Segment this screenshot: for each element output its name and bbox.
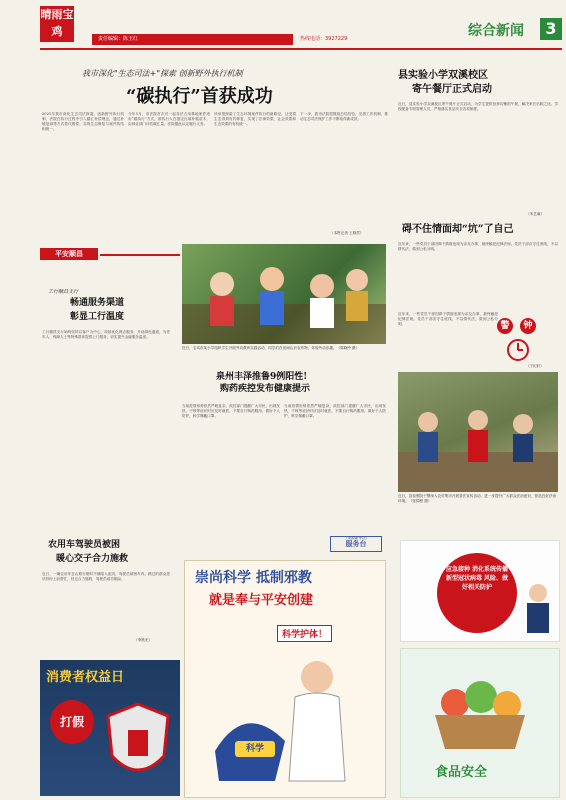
pit-title: 碍不住情面却“坑”了自己 bbox=[402, 224, 514, 235]
hotline: 热线电话：3927229 bbox=[300, 36, 348, 42]
shield-icon bbox=[102, 700, 174, 790]
pingan-title-1: 畅通服务渠道 bbox=[70, 298, 125, 308]
market-photo bbox=[398, 372, 558, 492]
scientist-figure-icon bbox=[205, 641, 365, 791]
market-photo-caption: 近日，县检察院干警深入农村集市开展普法宣传活动，进一步提升广大群众法治意识，营造良好法治环境。（张锦程 摄） bbox=[398, 494, 557, 503]
farmer-byline: （李晨光） bbox=[134, 638, 152, 642]
science-bubble: 科学护体！ bbox=[277, 625, 332, 642]
lead-kicker: 我市深化"生态司法+"探索 创新野外执行机制 bbox=[82, 69, 243, 78]
page-number: 3 bbox=[540, 18, 562, 40]
fraud-body-col-2: 当前疫情形势依然严峻复杂，疾控部门提醒广大市民，出现发热、干咳等症状时应及时就医，不要自行购药服用，做好个人防护，科学佩戴口罩。 bbox=[284, 404, 386, 418]
page-header bbox=[0, 0, 566, 48]
section-title: 综合新闻 bbox=[468, 23, 524, 39]
alarm-clock-art bbox=[500, 338, 536, 362]
lead-col-4: 下一步，我市法院将继续总结经验，完善工作机制，推动生态司法保护工作不断取得新成效。 bbox=[300, 112, 388, 121]
farmer-title-1: 农用车驾驶员被困 bbox=[48, 540, 121, 550]
pingan-tag: 平安顺昌 bbox=[40, 248, 98, 260]
food-safety-label: 食品安全 bbox=[435, 765, 488, 780]
fraud-body-col-1: 当前疫情形势依然严峻复杂，疾控部门提醒广大市民，出现发热、干咳等症状时应及时就医，不要自行购药服用，做好个人防护，科学佩戴口罩。 bbox=[182, 404, 280, 418]
pingan-rule bbox=[100, 254, 180, 256]
epidemic-slogan: 应急接种 消化系统传播 新型冠状病毒 风险、做好相关防护 bbox=[437, 553, 517, 633]
science-poster bbox=[184, 560, 386, 798]
school-title-1: 县实验小学双溪校区 bbox=[398, 70, 488, 81]
field-photo bbox=[182, 244, 386, 344]
alarm-stamp-2: 钟 bbox=[520, 318, 536, 334]
lead-headline: “碳执行”首获成功 bbox=[126, 86, 273, 107]
science-slogan-2: 就是奉与平安创建 bbox=[209, 593, 314, 608]
newspaper-logo: 晴雨宝鸡 bbox=[40, 6, 74, 42]
pingan-body: 工行顺昌支行始终坚持以客户为中心，持续优化网点服务，开设绿色通道，为老年人、残障人士等特殊群体提供上门服务，切实提升金融服务温度。 bbox=[42, 330, 170, 339]
consumer-day-poster bbox=[40, 660, 180, 796]
editor-info: 责任编辑：陈玉红 bbox=[92, 34, 293, 45]
pingan-title-2: 彰显工行温度 bbox=[70, 312, 125, 322]
fraud-title-1: 泉州丰泽推鲁9例阳性! bbox=[216, 372, 308, 382]
lead-col-2: 今年5月，市法院首次对一起非法占用林地案件适用“碳执行”方式，被执行人在指定区域补植苗木，由林业部门评估碳汇量，法院据此认定履行义务。 bbox=[128, 112, 210, 126]
lead-col-3: 该举措探索了生态环境案件执行的新路径，让受损生态得到有效修复，实现了法律效果、社会效果和生态效果的有机统一。 bbox=[214, 112, 296, 126]
pit-body-2: 近年来，一些党员干部因碍于情面违规为亲友办事，最终触犯纪律法规。党员干部应守住底线，不以情代法，做到公私分明。 bbox=[398, 312, 498, 326]
science-slogan-1: 崇尚科学 抵制邪教 bbox=[195, 570, 312, 586]
school-byline: （朱艺麻） bbox=[526, 212, 544, 216]
farmer-title-2: 暖心交子合力施救 bbox=[56, 554, 129, 564]
science-shield-label: 科学 bbox=[235, 741, 275, 757]
field-photo-caption: 近日，宝鸡市某小学组织学生开展劳动教育实践活动，同学们在田间认识农作物，体验劳动乐趣。（陈晓玲 摄） bbox=[182, 346, 360, 350]
school-title-2: 寄午餐厅正式启动 bbox=[412, 84, 492, 95]
pit-byline: （宁纪轩） bbox=[526, 364, 544, 368]
market-photo-art bbox=[398, 372, 558, 492]
food-safety-poster bbox=[400, 648, 560, 798]
consumer-day-title: 消费者权益日 bbox=[46, 670, 125, 685]
alarm-stamp-1: 警 bbox=[497, 318, 513, 334]
epidemic-poster bbox=[400, 540, 560, 642]
food-basket-icon bbox=[425, 663, 535, 753]
police-figure-icon bbox=[519, 581, 557, 637]
fraud-byline: （来源新华社） bbox=[344, 536, 370, 540]
service-tag: 服务台 bbox=[330, 536, 382, 552]
pit-body: 近年来，一些党员干部因碍于情面违规为亲友办事，最终触犯纪律法规。党员干部应守住底线，不以情代法，做到公私分明。 bbox=[398, 242, 558, 251]
pingan-kicker: 工行顺昌支行 bbox=[48, 289, 79, 295]
field-photo-art bbox=[182, 244, 386, 344]
header-rule bbox=[40, 48, 562, 50]
lead-byline: （本报记者 王晓君） bbox=[330, 231, 364, 235]
farmer-body: 近日，一辆农用车在山路行驶时不慎陷入泥沟，驾驶员被困车内。路过的群众见状纷纷上前帮忙，经过合力施救，驾驶员成功脱险。 bbox=[42, 572, 170, 581]
fake-crackdown-badge: 打假 bbox=[50, 700, 94, 744]
lead-col-1: 2021年我市深化生态司法探索，创新野外执行机制，法院在执行过程中引入碳汇补偿理念，通过补植复绿等方式替代赔偿，实现生态修复与案件执结相统一。 bbox=[42, 112, 124, 131]
alarm-clock-icon bbox=[500, 338, 536, 362]
school-body: 近日，县实验小学双溪校区寄午餐厅正式启动，为学生提供营养均衡的午餐，解决家长后顾之忧。学校配备专职管理人员，严格落实食品安全各项制度。 bbox=[398, 102, 558, 111]
fraud-title-2: 购药疾控发布健康提示 bbox=[220, 384, 311, 394]
